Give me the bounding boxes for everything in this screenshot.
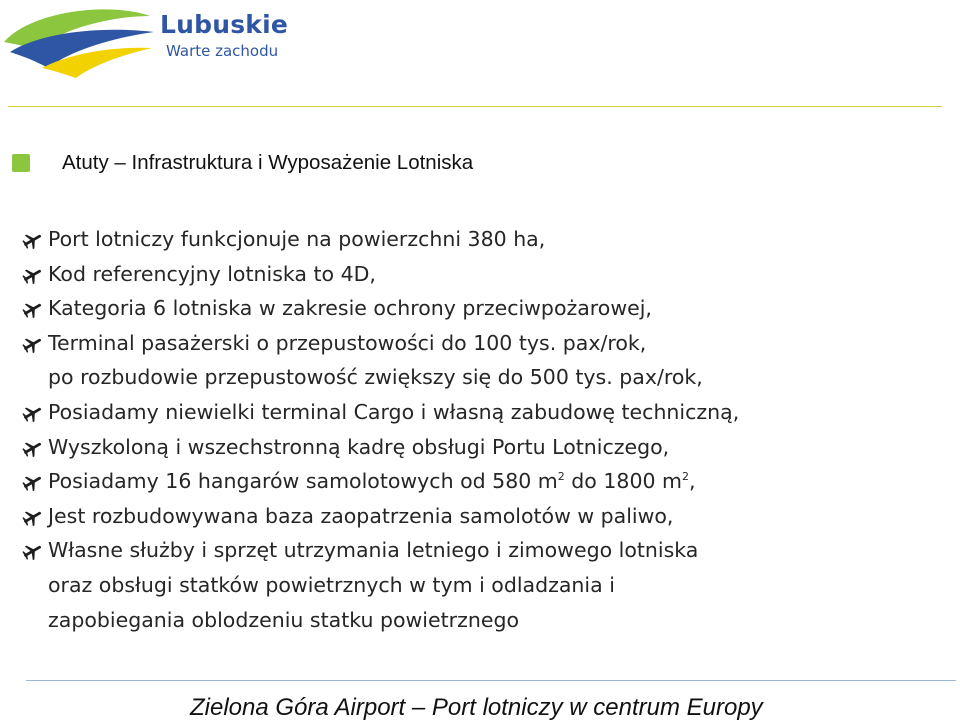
- list-item: [20, 326, 950, 361]
- airplane-icon: [22, 300, 44, 318]
- airplane-icon: [22, 542, 44, 560]
- airplane-icon: [22, 231, 44, 249]
- list-item-text: Posiadamy 16 hangarów samolotowych od 580 m: [48, 469, 558, 494]
- list-item: [20, 291, 950, 326]
- airplane-icon: [22, 266, 44, 284]
- list-item-text: Własne służby i sprzęt utrzymania letniego i zimowego lotniska: [48, 538, 699, 563]
- list-item-text: Kod referencyjny lotniska to 4D,: [48, 261, 376, 286]
- page-title: Atuty – Infrastruktura i Wyposażenie Lotniska: [62, 151, 474, 174]
- superscript: 2: [557, 470, 565, 484]
- list-item-continuation: [20, 360, 950, 395]
- footer-slogan: Zielona Góra Airport – Port lotniczy w centrum Europy: [190, 694, 763, 721]
- list-item-text: do 1800 m: [564, 469, 683, 494]
- top-divider: [8, 106, 942, 107]
- list-item-text: Terminal pasażerski o przepustowości do 100 tys. pax/rok,: [48, 330, 647, 355]
- list-item: [20, 430, 950, 465]
- list-item: [20, 395, 950, 430]
- list-item-text: Port lotniczy funkcjonuje na powierzchni 380 ha,: [48, 227, 546, 251]
- list-item: [20, 464, 950, 499]
- square-bullet-icon: [12, 154, 30, 172]
- superscript: 2: [682, 470, 690, 484]
- airplane-icon: [22, 473, 44, 491]
- bottom-divider: [26, 680, 956, 681]
- logo-name: Lubuskie: [160, 10, 289, 39]
- lubuskie-logo: [2, 2, 289, 80]
- list-item-continuation: [20, 603, 950, 638]
- airplane-icon: [22, 404, 44, 422]
- facts-list: [20, 222, 950, 637]
- lubuskie-logo-mark: [2, 2, 162, 80]
- list-item-text: zapobiegania oblodzeniu statku powietrznego: [48, 607, 519, 632]
- list-item: [20, 257, 950, 292]
- list-item-text: Kategoria 6 lotniska w zakresie ochrony przeciwpożarowej,: [48, 296, 652, 321]
- list-item-text: Jest rozbudowywana baza zaopatrzenia samolotów w paliwo,: [48, 503, 674, 528]
- list-item-text: oraz obsługi statków powietrznych w tym i odladzania i: [48, 572, 615, 597]
- airplane-icon: [22, 335, 44, 353]
- airplane-icon: [22, 439, 44, 457]
- logo-tagline: Warte zachodu: [166, 42, 279, 60]
- list-item-continuation: [20, 568, 950, 603]
- list-item: [20, 222, 950, 257]
- airplane-icon: [22, 508, 44, 526]
- list-item-text: Wyszkoloną i wszechstronną kadrę obsługi Portu Lotniczego,: [48, 434, 670, 459]
- list-item-text: Posiadamy niewielki terminal Cargo i własną zabudowę techniczną,: [48, 399, 740, 424]
- list-item-text: po rozbudowie przepustowość zwiększy się do 500 tys. pax/rok,: [48, 365, 703, 390]
- list-item: [20, 499, 950, 534]
- list-item: [20, 533, 950, 568]
- section-heading: [12, 150, 473, 176]
- list-item-text: ,: [689, 469, 696, 494]
